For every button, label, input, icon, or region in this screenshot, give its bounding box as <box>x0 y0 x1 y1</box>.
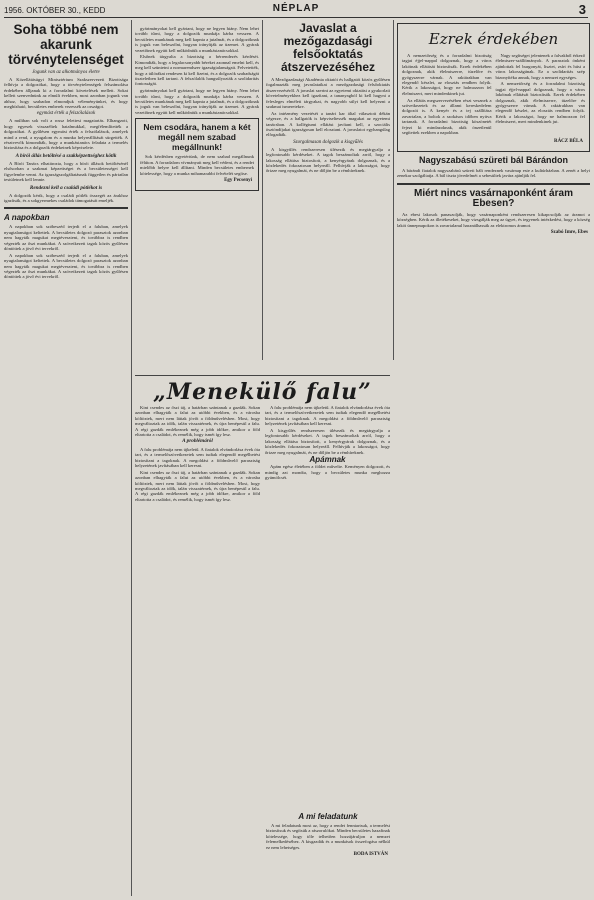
subhead-biroi: A bírói állás betöltésé a szakképzettséghez kötik <box>15 152 117 159</box>
article-javaslat-body-2: A kisgyűlés rendszeresen ülésezik és megtárgyalja a legfontosabb kérdéseket. A tagok beszámoltak arról, hogy a lakosság ellátása biztosított, a kenyérgyárak dolgoznak, és a közlekedés fokozatosan helyreáll. Felhívják a lakosságot, hogy őrizze meg nyugalmát, és ne dőljön be a rémhíreknek. <box>266 146 390 174</box>
ezrek-signature: RÁCZ BÉLA <box>553 138 583 144</box>
ezrek-body-right: Nagy segítséget jelentenek a falvakból érkező élelmiszer-szállítmányok. A parasztok önként ajánlottak fel burgonyát, lisztet, zsírt és húst a város lakosságának. Ez a szolidaritás szép bizonyítéka annak, hogy a nemzet egységes. A nemzetőrség és a forradalmi bizottság tagjai éjjel-nappal dolgoznak, hogy a város lakóinak ellátását biztosítsák. Ezrek érdekében dolgoznak, akik élelmiszerre, tüzelőre és gyógyszerre várnak. A raktárakban van elegendő készlet, az elosztás rendben folyik. Kérik a lakosságot, hogy ne halmozzon fel élelmiszert, mert mindenkinek jut. <box>495 53 585 125</box>
mi-feladatunk-body: A mi feladatunk most az, hogy a rendet fenntartsuk, a termelést biztosítsuk és segítsük a rászorulókat. Minden becsületes hazafinak kötelessége, hogy tőle telhetően hozzájáruljon a nemzet felemelkedéséhez. A kisgazdák és a munkások összefogása nélkül ez nem lehetséges. <box>266 823 390 850</box>
issue-date: 1956. OKTÓBER 30., KEDD <box>4 6 106 15</box>
ezrek-body-left: A nemzetőrség és a forradalmi bizottság tagjai éjjel-nappal dolgoznak, hogy a város lakóinak ellátását biztosítsák. Ezrek érdekében dolgoznak, akik élelmiszerre, tüzelőre és gyógyszerre várnak. A raktárakban van elegendő készlet, az elosztás rendben folyik. Kérik a lakosságot, hogy ne halmozzon fel élelmiszert, mert mindenkinek jut. Az ellátás megszervezésében részt vesznek a szövetkezetek és az állami kereskedelem dolgozói is. A kenyér és a tej szállítása zavartalan, a boltok a szokásos időben nyitva tartanak. A forradalmi bizottság köszönetét fejezi ki mindazoknak, akik önzetlenül segítettek ezekben a napokban. <box>402 53 492 136</box>
masthead <box>4 3 588 18</box>
newspaper-name: NÉPLAP <box>272 3 320 14</box>
article-javaslat-body-1: A Mezőgazdasági Akadémia oktatói és hallgatói közös gyűlésen fogalmazták meg javaslataikat a mezőgazdasági felsőoktatás átszervezéséről. A javaslat szerint az egyetemi oktatást a gyakorlati követelményekhez kell igazítani, a tananyagból ki kell hagyni a felesleges elméleti tárgyakat, és nagyobb súlyt kell helyezni a szakmai ismeretekre. Az intézmény vezetését a tanári kar által választott dékán végezze, és a hallgatók is képviseltessék magukat az egyetemi tanácsban. A kollégiumi ellátást javítani kell, a szociális ösztöndíjakat igazságosan kell elosztani. A javaslatot egyhangúlag elfogadták. <box>266 77 390 138</box>
subhead-kisgyules: Szorgalmasan dolgozik a kisgyűlés <box>293 139 363 145</box>
article-soha-body-3: A Bírói Tanács elhatározta, hogy a bírói állások betöltésénél elsősorban a szakmai képzettséget és a becsületességet kell figyelembe venni. Az igazságszolgáltatásnak független és pártatlan testületnek kell lennie. <box>4 160 128 183</box>
szureti-bal-body: A bárándi fiatalok nagyszabású szüreti bált rendeznek vasárnap este a kultúrházban. A zenét a helyi zenekar szolgáltatja. A bál tiszta jövedelmét a sebesültek javára ajánlják fel. <box>397 167 590 179</box>
feature-body-left: Kint csendes az őszi táj, a határban szántanak a gazdák. Sokan azonban elhagyták a falut az utóbbi években, és a városba költöztek, mert nem láttak jövőt a földművelésben. Most, hogy megváltoztak az idők, talán visszatérnek, és újra benépesül a falu. A régi gazdák emlékeznek még a jobb időkre, amikor a föld eltartotta a családot, és remélik, hogy ismét így lesz. A problémáról A falu problémája nem újkeletű. A fiatalok elvándorlása évek óta tart, és a termelőszövetkezetek sem tudtak elegendő megélhetést biztosítani a tagoknak. A megoldást a földművelő parasztság helyzetének javításában kell keresni. Kint csendes az őszi táj, a határban szántanak a gazdák. Sokan azonban elhagyták a falut az utóbbi években, és a városba költöztek, mert nem láttak jövőt a földművelésben. Most, hogy megváltoztak az idők, talán visszatérnek, és újra benépesül a falu. A régi gazdák emlékeznek még a jobb időkre, amikor a föld eltartotta a családot, és remélik, hogy ismét így lesz. <box>135 405 260 502</box>
ebes-signature: Szabó Imre, Ebes <box>550 229 588 235</box>
mi-feladatunk-signature: BODA ISTVÁN <box>353 852 388 858</box>
boxed-article-headline: Nem csodára, hanem a két megáll nem szabad megállnunk! <box>143 122 251 153</box>
subhead-felszolalasok: egymást érték a felszólalások <box>36 111 96 117</box>
article-mi-feladatunk <box>266 810 390 896</box>
subhead-problema: A problémáról <box>182 438 213 445</box>
boxed-article-signature: Egy Pecsenyi <box>224 177 252 183</box>
subhead-jog: Jogunk van az alkotmányos életre <box>32 70 100 75</box>
headline-ebes: Miért nincs vasárnaponként áram Ebesen? <box>414 187 573 209</box>
headline-napokban: A napokban <box>4 213 50 223</box>
box-ezrek <box>397 23 590 152</box>
article-col2-body-1: gyártmányokat kell gyártani, hogy ne legyen hiány. Nem lehet tovább tűrni, hogy a dolgozók munkája kárba vesszen. A becsületes munkának meg kell kapnia a jutalmát, és a dolgozóknak is joguk van beleszólni, hogyan irányítják az üzemet. A gyárak vezetőinek együtt kell működniük a munkástanácsokkal. <box>135 26 259 53</box>
headline-javaslat: Javaslat a mezőgazdasági felsőoktatás átszervezéséhez <box>280 21 376 74</box>
article-soha-body-2: A múltban sok volt a rossz felettesi magatartás. Elhangzott, hogy egyesek visszaéltek hatalmukkal, megfélemlítették a dolgozókat. A gyűlésen egymást érték a felszólalások, amelyek mind a rend, a nyugalom és a munka helyreállítását sürgették. A résztvevők kimondták, hogy a munkástanács feladata a termelés biztosítása és a dolgozók érdekeinek képviselete. <box>4 118 128 151</box>
article-napokban-body: A napokban sok szóbeszéd terjedt el a faluban, amelyek nyugtalanságot keltettek. A becsületes dolgozó parasztok azonban nem hagyták magukat megtéveszteni, és továbbra is rendben végezték az őszi munkákat. A szövetkezeti tagok közös gyűlésen döntöttek a jövő évi tervekről. A napokban sok szóbeszéd terjedt el a faluban, amelyek nyugtalanságot keltettek. A becsületes dolgozó parasztok azonban nem hagyták magukat megtéveszteni, és továbbra is rendben végezték az őszi munkákat. A szövetkezeti tagok közös gyűlésen döntöttek a jövő évi tervekről. <box>4 224 128 280</box>
headline-soha: Soha többé nem akarunk törvénytelenséget <box>8 22 124 67</box>
article-soha-body-1: A Közellátásügyi Minisztérium Szakszervezeti Bizottsága felhívja a dolgozókat, hogy a törvénytelenségek felszámolása érdekében álljanak ki a forradalmi követelések mellett. Sokat kellett szenvednünk az elmúlt években, most azonban jogunk van ahhoz, hogy szabadon elmondjuk véleményünket, és hogy megbízható, becsületes emberek vezessék az országot. <box>4 77 128 110</box>
subhead-csaladi: Rendezni kell a családi pótlékot is <box>29 184 103 191</box>
column-3-top <box>266 20 390 360</box>
headline-szureti-bal: Nagyszabású szüreti bál Bárándon <box>418 154 569 165</box>
headline-ezrek: Ezrek érdekében <box>428 30 559 48</box>
boxed-article <box>135 118 259 191</box>
feature-body-right: A falu problémája nem újkeletű. A fiatalok elvándorlása évek óta tart, és a termelőszövetkezetek sem tudtak elegendő megélhetést biztosítani a tagoknak. A megoldást a földművelő parasztság helyzetének javításában kell keresni. A kisgyűlés rendszeresen ülésezik és megtárgyalja a legfontosabb kérdéseket. A tagok beszámoltak arról, hogy a lakosság ellátása biztosított, a kenyérgyárak dolgoznak, és a közlekedés fokozatosan helyreáll. Felhívják a lakosságot, hogy őrizze meg nyugalmát, és ne dőljön be a rémhíreknek. Apámnak Apám egész életében a földet művelte. Keményen dolgozott, és mindig azt mondta, hogy a becsületes munka meghozza gyümölcsét. <box>265 405 390 481</box>
article-soha-body-4: A dolgozók kérik, hogy a családi pótlék összegét az árakhoz igazítsák, és a sokgyermekes családok támogatását emeljék. <box>4 192 128 203</box>
page-number: 3 <box>578 2 586 17</box>
headline-mi-feladatunk: A mi feladatunk <box>298 812 358 821</box>
column-1 <box>4 20 128 896</box>
column-4 <box>397 20 590 896</box>
article-col2-body-2: Elsőnek tárgyalta a bizottság a bérrendezés kérdését. Kimondták, hogy a legalacsonyabb béreket azonnal emelni kell, és meg kell szüntetni a normarendszer igazságtalanságait. Felvetették, hogy a túlórákat rendesen ki kell fizetni, és a dolgozók szabadságát tiszteletben kell tartani. A felszólalók hangsúlyozták a szolidaritás fontosságát. gyártmányokat kell gyártani, hogy ne legyen hiány. Nem lehet tovább tűrni, hogy a dolgozók munkája kárba vesszen. A becsületes munkának meg kell kapnia a jutalmát, és a dolgozóknak is joguk van beleszólni, hogyan irányítják az üzemet. A gyárak vezetőinek együtt kell működniük a munkástanácsokkal. <box>135 54 259 115</box>
headline-apamnak: Apámnak <box>309 455 346 465</box>
ebes-body: Az ebesi lakosok panaszolják, hogy vasárnaponként rendszeresen kikapcsolják az áramot a községben. Kérik az illetékeseket, hogy vizsgálják meg az ügyet, és tegyenek intézkedést, hogy a község lakói ünnepnapokon is zavartalanul használhassák az elektromos áramot. <box>397 211 590 228</box>
boxed-article-body: Sok kérdésben egyetértünk, de nem szabad megállnunk félúton. A forradalom vívmányait meg kell védeni, és a rendet mielőbb helyre kell állítani. Minden becsületes embernek kötelessége, hogy a munka mihamarabbi felvételét segítse. <box>140 154 254 176</box>
headline-menekulo-falu: „Menekülő falu” <box>153 379 372 405</box>
